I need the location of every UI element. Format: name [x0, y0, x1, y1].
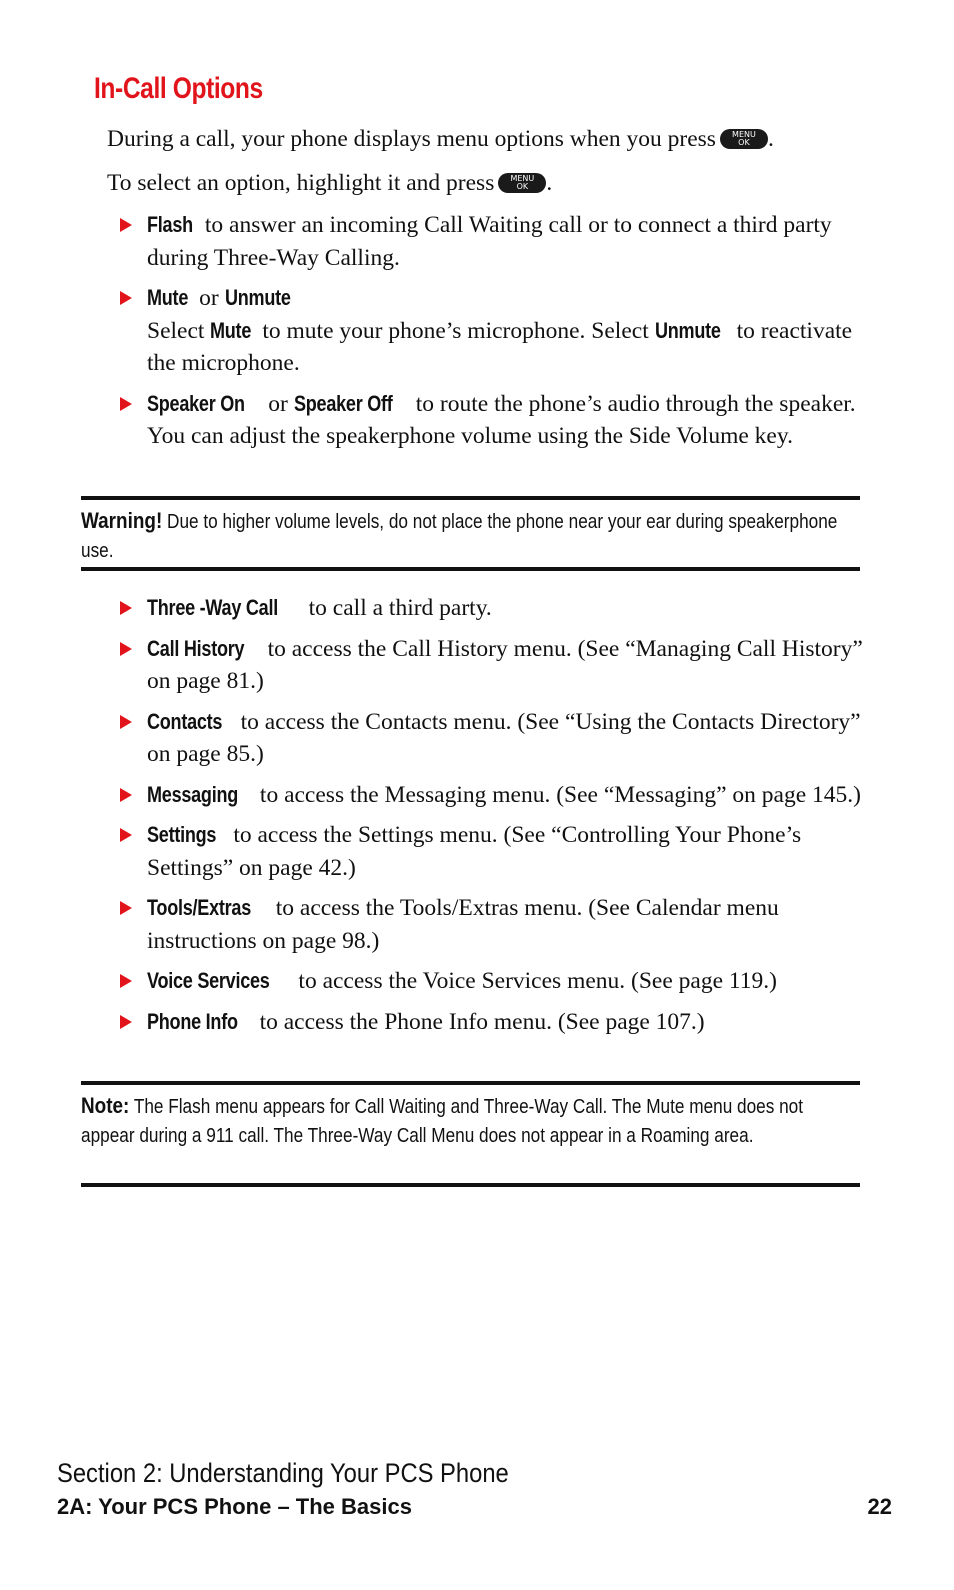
- warning-text-block: [81, 506, 858, 566]
- sub-end: to reactivate the microphone.: [147, 317, 853, 376]
- list-item-messaging: [120, 779, 870, 812]
- bullet-arrow-icon: [120, 1015, 132, 1029]
- keyword: Contacts: [147, 708, 223, 734]
- connector: or: [193, 285, 225, 311]
- warning-text: Due to higher volume levels, do not place the phone near your ear during speakerphone use.: [81, 511, 838, 562]
- intro-punct-2: .: [546, 170, 553, 196]
- bullet-arrow-icon: [120, 642, 132, 656]
- bullet-arrow-icon: [120, 218, 132, 232]
- menu-ok-key-icon: [498, 173, 546, 193]
- item-text: to call a third party.: [302, 595, 492, 621]
- note-label: Note:: [81, 1093, 130, 1118]
- warning-label: Warning!: [81, 508, 163, 533]
- list-item-tools-extras: [120, 892, 870, 957]
- intro-text-2: To select an option, highlight it and press: [107, 170, 495, 196]
- keyword: Flash: [147, 212, 193, 237]
- bullet-list-bottom: [120, 592, 870, 1038]
- sub-mid: to mute your phone’s microphone. Select: [256, 317, 655, 344]
- bullet-arrow-icon: [120, 715, 132, 729]
- list-item-contacts: [120, 706, 870, 771]
- intro-line-2: [107, 170, 552, 197]
- list-item-settings: [120, 819, 870, 884]
- item-text: to access the Settings menu. (See “Controlling Your Phone’s Settings” on page 42.): [147, 822, 802, 881]
- item-text: to access the Call History menu. (See “Managing Call History” on page 81.): [147, 635, 863, 694]
- footer-chapter-title: 2A: Your PCS Phone – The Basics: [57, 1494, 412, 1519]
- bullet-list-top: [120, 209, 870, 453]
- keyword-2: Unmute: [224, 285, 291, 310]
- note-text-block: [81, 1091, 858, 1151]
- sub-prefix: Select: [147, 317, 211, 344]
- keyword: Speaker On: [147, 390, 245, 416]
- bullet-arrow-icon: [120, 788, 132, 802]
- page-number: 22: [867, 1494, 892, 1519]
- bullet-arrow-icon: [120, 291, 132, 305]
- intro-punct-1: .: [767, 126, 774, 152]
- bullet-arrow-icon: [120, 901, 132, 915]
- menu-key-top-label: MENU: [732, 129, 756, 139]
- page-title: In-Call Options: [94, 72, 263, 105]
- sub-keyword-1: Mute: [210, 317, 252, 343]
- item-text: to access the Phone Info menu. (See page 107.): [253, 1008, 705, 1035]
- bullet-arrow-icon: [120, 974, 132, 988]
- sub-keyword-2: Unmute: [654, 317, 721, 343]
- item-text: to access the Tools/Extras menu. (See Calendar menu instructions on page 98.): [147, 895, 779, 954]
- bullet-arrow-icon: [120, 828, 132, 842]
- keyword-2: Speaker Off: [293, 390, 393, 416]
- list-item-mute: [120, 282, 870, 380]
- list-item-call-history: [120, 633, 870, 698]
- list-item-flash: [120, 209, 870, 274]
- menu-key-bottom-label: OK: [516, 181, 529, 191]
- list-item-three-way-call: [120, 592, 870, 625]
- keyword: Call History: [147, 635, 245, 661]
- keyword: Phone Info: [147, 1008, 238, 1034]
- intro-line-1: [107, 126, 774, 153]
- item-text: to answer an incoming Call Waiting call or to connect a third party during Three-Way Calling.: [147, 212, 832, 271]
- menu-ok-key-icon: [720, 129, 768, 149]
- connector: or: [262, 390, 294, 417]
- note-box: [81, 1081, 860, 1187]
- keyword: Three -Way Call: [147, 595, 278, 620]
- list-item-speaker: [120, 388, 870, 453]
- menu-key-bottom-label: OK: [738, 137, 750, 147]
- bullet-arrow-icon: [120, 601, 132, 615]
- item-text: to access the Messaging menu. (See “Messaging” on page 145.): [254, 781, 861, 808]
- keyword: Messaging: [147, 781, 239, 807]
- note-text: The Flash menu appears for Call Waiting and Three-Way Call. The Mute menu does not appear during a 911 call. The Three-Way Call Menu does not appear in a Roaming area.: [81, 1096, 804, 1147]
- list-item-voice-services: [120, 965, 870, 998]
- list-item-phone-info: [120, 1006, 870, 1039]
- item-text: to access the Contacts menu. (See “Using the Contacts Directory” on page 85.): [147, 708, 861, 767]
- item-text: to route the phone’s audio through the speaker. You can adjust the speakerphone volume using the Side Volume key.: [147, 390, 856, 449]
- keyword: Mute: [147, 285, 189, 310]
- intro-text-1: During a call, your phone displays menu options when you press: [107, 126, 716, 152]
- menu-key-top-label: MENU: [510, 173, 535, 183]
- keyword: Settings: [147, 822, 217, 847]
- keyword: Tools/Extras: [147, 895, 251, 920]
- footer-section-title: Section 2: Understanding Your PCS Phone: [57, 1458, 509, 1488]
- item-text: to access the Voice Services menu. (See page 119.): [292, 968, 777, 994]
- bullet-arrow-icon: [120, 397, 132, 411]
- warning-box: [81, 496, 860, 571]
- keyword: Voice Services: [147, 968, 270, 993]
